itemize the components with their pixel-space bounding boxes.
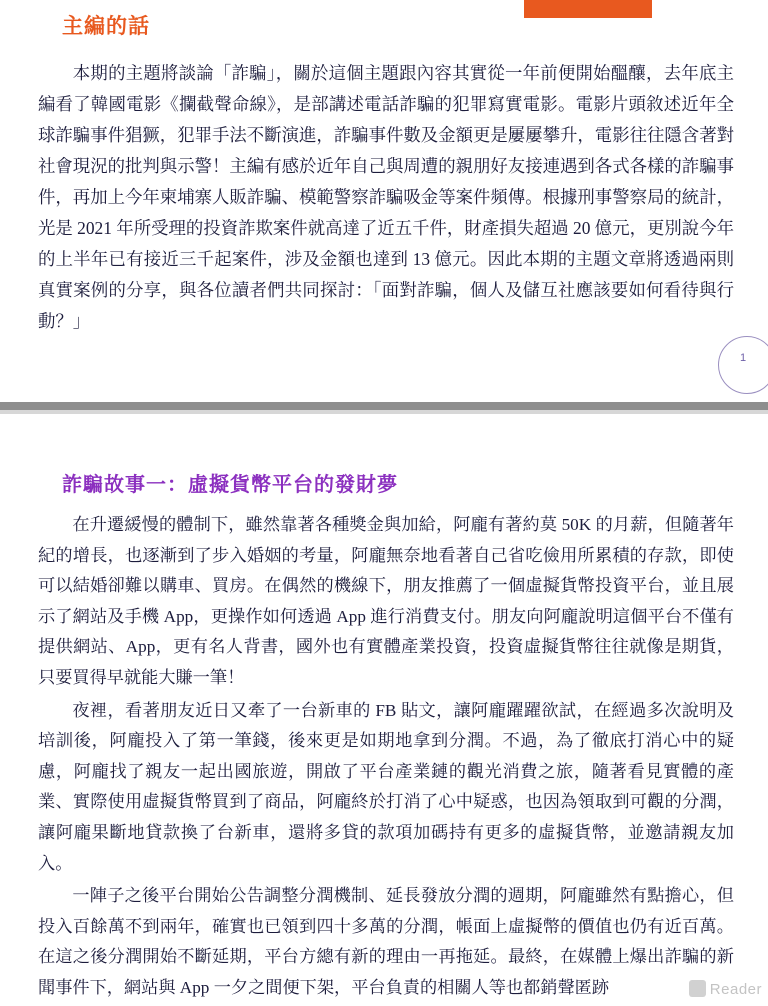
story-title: 詐騙故事一：虛擬貨幣平台的發財夢 [62,474,398,496]
page-number-label: 1 [740,352,747,364]
paragraph: 本期的主題將談論「詐騙」，關於這個主題跟內容其實從一年前便開始醞釀，去年底主編看了韓國電影《攔截聲命線》，是部講述電話詐騙的犯罪寫實電影。電影片頭敘述近年全球詐騙事件猖獗，犯罪手法不斷演進，詐騙事件數及金額更是屢屢攀升，電影往往隱含著對社會現況的批判與示警！主編有感於近年自己與周遭的親朋好友接連遇到各式各樣的詐騙事件，再加上今年柬埔寨人販詐騙、模範警察詐騙吸金等案件頻傳。根據刑事警察局的統計，光是 2021 年所受理的投資詐欺案件就高達了近五千件，財產損失超過 20 億元，更別說今年的上半年已有接近三千起案件，涉及金額也達到 13 億元。因此本期的主題文章將透過兩則真實案例的分享，與各位讀者們共同探討：「面對詐騙，個人及儲互社應該要如何看待與行動？」 [38,63,734,331]
page-divider [0,402,768,410]
story-body [38,510,734,1006]
watermark [689,980,762,998]
page-title: 主編的話 [62,15,150,38]
watermark-icon [689,980,706,997]
section-editors-note [0,0,768,402]
section-story-one [0,414,768,1000]
editors-note-body [38,58,734,337]
watermark-label: Reader [709,981,762,998]
paragraph: 夜裡，看著朋友近日又牽了一台新車的 FB 貼文，讓阿龐躍躍欲試，在經過多次說明及培訓後，阿龐投入了第一筆錢，後來更是如期地拿到分潤。不過，為了徹底打消心中的疑慮，阿龐找了親友一起出國旅遊，開啟了平台產業鏈的觀光消費之旅，隨著看見實體的產業、實際使用虛擬貨幣買到了商品，阿龐終於打消了心中疑惑，也因為領取到可觀的分潤，讓阿龐果斷地貸款換了台新車，還將多貸的款項加碼持有更多的虛擬貨幣，並邀請親友加入。 [38,700,734,873]
paragraph: 在升遷緩慢的體制下，雖然靠著各種獎金與加給，阿龐有著約莫 50K 的月薪，但隨著年紀的增長，也逐漸到了步入婚姻的考量，阿龐無奈地看著自己省吃儉用所累積的存款，即使可以結婚卻難以購車、買房。在偶然的機線下，朋友推薦了一個虛擬貨幣投資平台，並且展示了網站及手機 App，更操作如何透過 App 進行消費支付。朋友向阿龐說明這個平台不僅有提供網站、App，更有名人背書，國外也有實體產業投資，投資虛擬貨幣往往就像是期貨，只要買得早就能大賺一筆！ [38,515,734,687]
paragraph: 一陣子之後平台開始公告調整分潤機制、延長發放分潤的週期，阿龐雖然有點擔心，但投入百餘萬不到兩年，確實也已領到四十多萬的分潤，帳面上虛擬幣的價值也仍有近百萬。在這之後分潤開始不斷延期，平台方總有新的理由一再拖延。最終，在媒體上爆出詐騙的新聞事件下，網站與 App 一夕之間便下架，平台負責的相關人等也都銷聲匿跡 [38,886,734,997]
page-number-badge [718,336,768,394]
